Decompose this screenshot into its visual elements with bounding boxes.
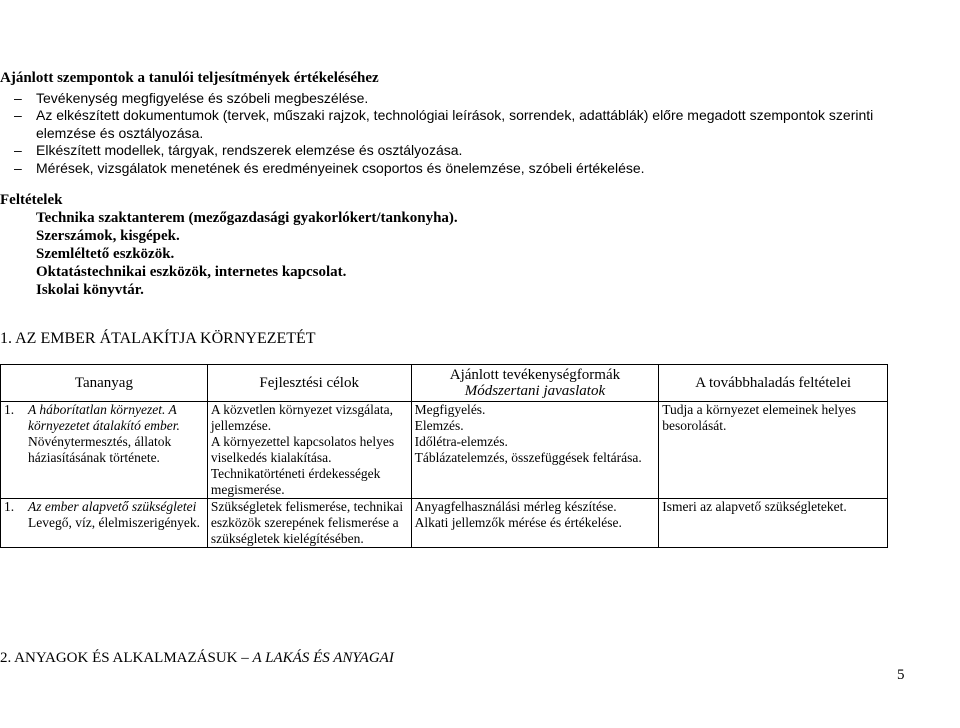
conditions-heading: Feltételek bbox=[0, 192, 63, 208]
condition-item: Technika szaktanterem (mezőgazdasági gyakorlókert/tankonyha). bbox=[36, 210, 458, 226]
table-row bbox=[1, 499, 888, 548]
header-tananyag: Tananyag bbox=[1, 365, 208, 402]
header-tovabbhaladas: A továbbhaladás feltételei bbox=[659, 365, 888, 402]
assessment-heading: Ajánlott szempontok a tanulói teljesítmények értékeléséhez bbox=[0, 70, 379, 86]
header-tevekenysegformak: Ajánlott tevékenységformák Módszertani javaslatok bbox=[411, 365, 659, 402]
condition-item: Iskolai könyvtár. bbox=[36, 282, 144, 298]
page-number: 5 bbox=[897, 667, 905, 683]
cell-fejlesztesi-celok: Szükségletek felismerése, technikai eszközök szerepének felismerése a szükségletek kielégítésében. bbox=[207, 499, 411, 548]
cell-tovabbhaladas: Tudja a környezet elemeinek helyes besorolását. bbox=[659, 402, 888, 499]
cell-tevekenysegformak: Megfigyelés. Elemzés. Időlétra-elemzés. Táblázatelemzés, összefüggések feltárása. bbox=[411, 402, 659, 499]
condition-item: Szemléltető eszközök. bbox=[36, 246, 175, 262]
condition-item: Oktatástechnikai eszközök, internetes kapcsolat. bbox=[36, 264, 347, 280]
cell-tananyag: 1. Az ember alapvető szükségletei Levegő, víz, élelmiszerigények. bbox=[1, 499, 208, 548]
cell-tevekenysegformak: Anyagfelhasználási mérleg készítése. Alkati jellemzők mérése és értékelése. bbox=[411, 499, 659, 548]
condition-item: Szerszámok, kisgépek. bbox=[36, 228, 180, 244]
curriculum-table bbox=[0, 364, 888, 548]
cell-fejlesztesi-celok: A közvetlen környezet vizsgálata, jellemzése. A környezettel kapcsolatos helyes viselkedés kialakítása. Technikatörténeti érdekességek megismerése. bbox=[207, 402, 411, 499]
section-2-title: 2. ANYAGOK ÉS ALKALMAZÁSUK – A LAKÁS ÉS ANYAGAI bbox=[0, 650, 394, 666]
cell-tananyag: 1. A háborítatlan környezet. A környezetet átalakító ember. Növénytermesztés, állatok háziasításának története. bbox=[1, 402, 208, 499]
header-fejlesztesi-celok: Fejlesztési célok bbox=[207, 365, 411, 402]
section-1-title: 1. AZ EMBER ÁTALAKÍTJA KÖRNYEZETÉT bbox=[0, 330, 316, 347]
table-header-row bbox=[1, 365, 888, 402]
table-row bbox=[1, 402, 888, 499]
cell-tovabbhaladas: Ismeri az alapvető szükségleteket. bbox=[659, 499, 888, 548]
